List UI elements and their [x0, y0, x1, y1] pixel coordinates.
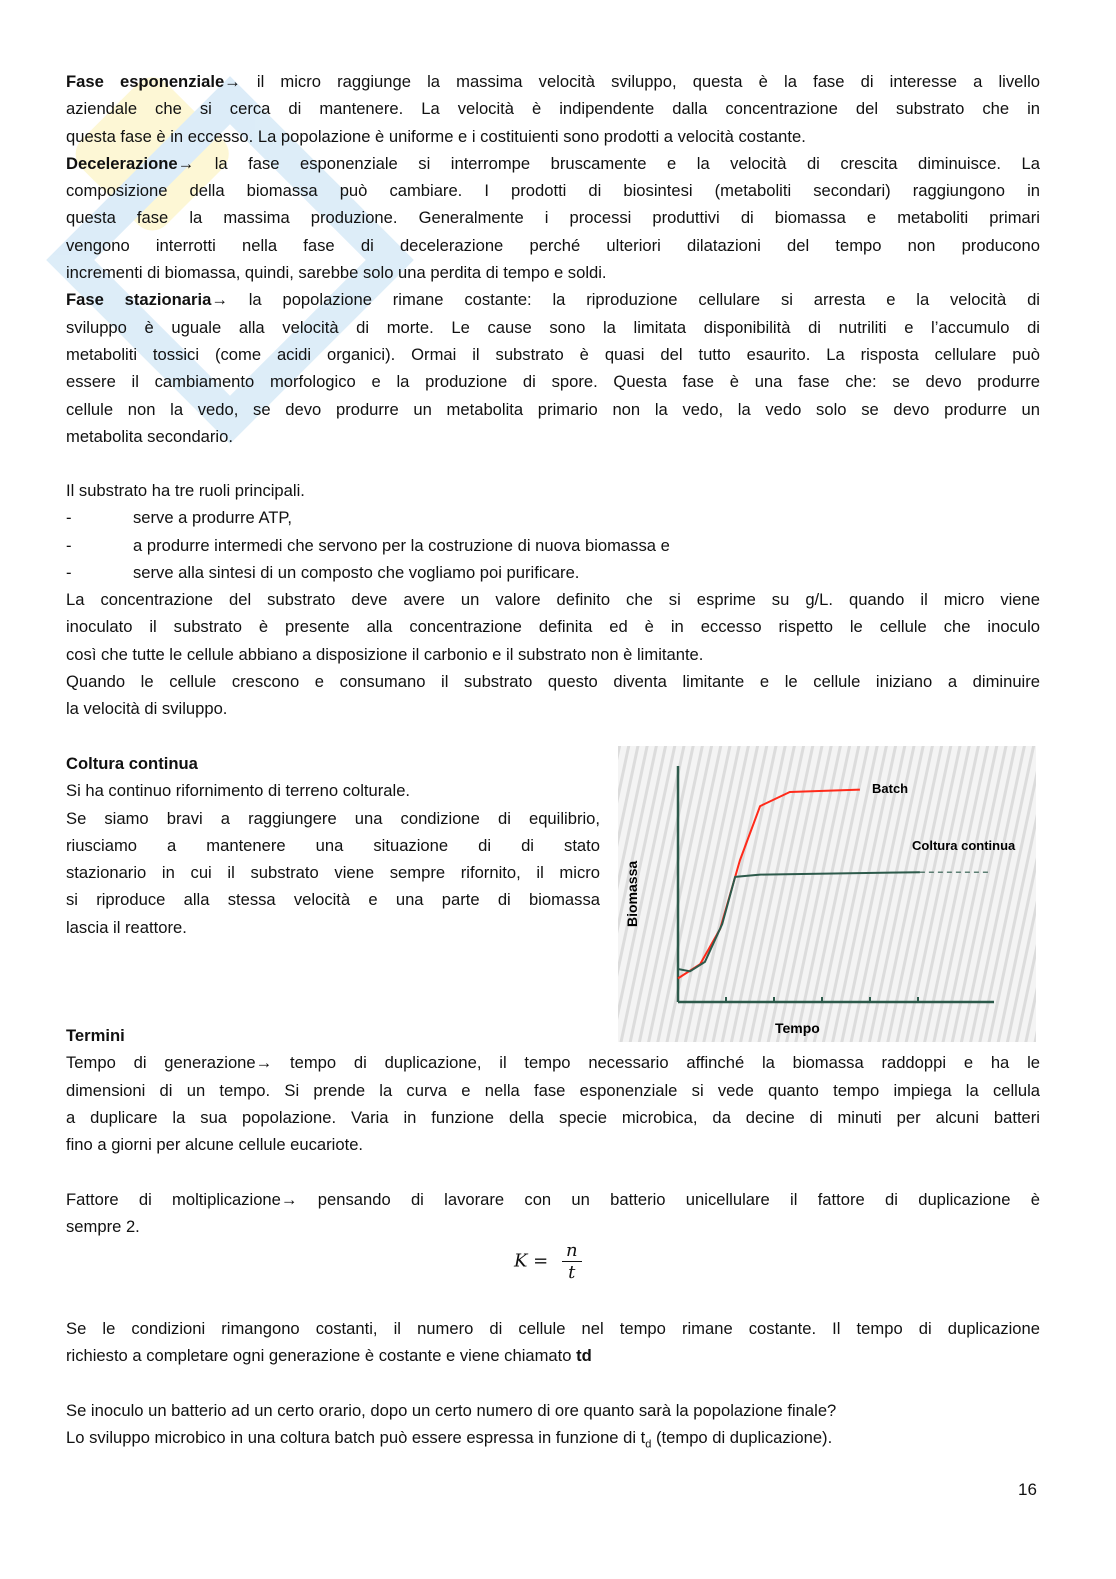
text: Lo sviluppo microbico in una coltura batch può essere espressa in funzione di t — [66, 1428, 646, 1448]
text-line — [66, 368, 1040, 395]
bold-lead: Decelerazione→ — [66, 153, 195, 173]
text-line — [66, 314, 1040, 341]
line-text: fino a giorni per alcune cellule eucariote. — [66, 1135, 364, 1155]
line-text: stazionario in cui il substrato viene sempre rifornito, il micro — [66, 863, 600, 883]
x-axis-label: Tempo — [775, 1020, 820, 1036]
substrate-section — [66, 477, 1040, 723]
text-line — [66, 95, 1040, 122]
text-line — [66, 204, 1040, 231]
text-line — [66, 177, 1040, 204]
text-line — [66, 859, 600, 886]
bold-term: td — [576, 1346, 592, 1366]
text-line — [66, 1342, 1040, 1369]
bullet-dash: - — [66, 508, 72, 528]
text-line — [66, 1186, 1040, 1213]
line-text: questa fase è in eccesso. La popolazione è uniforme e i costituienti sono prodotti a velocità costante. — [66, 126, 806, 146]
line-text: Quando le cellule crescono e consumano il substrato questo diventa limitante e le cellule iniziano a diminuire — [66, 672, 1040, 692]
line-text: la popolazione rimane costante: la riproduzione cellulare si arresta e la velocità di — [227, 290, 1040, 310]
text-line — [66, 232, 1040, 259]
line-text: Se siamo bravi a raggiungere una condizione di equilibrio, — [66, 808, 600, 828]
text-line — [66, 1104, 1040, 1131]
text-line — [66, 1077, 1040, 1104]
line-text: La concentrazione del substrato deve avere un valore definito che si esprime su g/L. quando il micro viene — [66, 590, 1040, 610]
text-line — [66, 423, 1040, 450]
text-line — [66, 777, 600, 804]
line-text: così che tutte le cellule abbiano a disposizione il carbonio e il substrato non è limitante. — [66, 644, 704, 664]
legend-label-batch: Batch — [872, 781, 909, 796]
list-item — [66, 504, 1040, 531]
line-text: inoculato il substrato è presente alla concentrazione definita ed è in eccesso rispetto le cellule che inoculo — [66, 617, 1040, 637]
bold-lead: Fase stazionaria→ — [66, 290, 228, 310]
formula-denominator: t — [568, 1262, 576, 1283]
text-line — [66, 123, 1040, 150]
line-text: Se le condizioni rimangono costanti, il numero di cellule nel tempo rimane costante. Il tempo di duplicazione — [66, 1319, 1040, 1338]
line-text: questa fase la massima produzione. Generalmente i processi produttivi di biomassa e metaboliti primari — [66, 208, 1040, 228]
line-text: Fattore di moltiplicazione→ pensando di lavorare con un batterio unicellulare il fattore di duplicazione è — [66, 1189, 1040, 1209]
line-text: metaboliti tossici (come acidi organici). Ormai il substrato è quasi del tutto esaurito. La risposta cellulare può — [66, 344, 1040, 364]
list-item — [66, 532, 1040, 559]
line-text: dimensioni di un tempo. Si prende la curva e nella fase esponenziale si vede quanto tempo impiega la cellula — [66, 1080, 1040, 1100]
text-line — [66, 1131, 1040, 1158]
line-text: richiesto a completare ogni generazione è costante e viene chiamato — [66, 1346, 577, 1366]
formula-k — [514, 1240, 582, 1283]
line-text: essere il cambiamento morfologico e la produzione di spore. Questa fase è una fase che: se devo produrre — [66, 372, 1040, 392]
formula-numerator: n — [562, 1240, 582, 1262]
text-line — [66, 396, 1040, 423]
line-text: composizione della biomassa può cambiare. I prodotti di biosintesi (metaboliti secondari) raggiungono in — [66, 181, 1040, 201]
bullet-dash: - — [66, 562, 72, 582]
legend-label-coltura-continua: Coltura continua — [912, 838, 1016, 853]
line-text: a duplicare la sua popolazione. Varia in funzione della specie microbica, da decine di minuti per alcuni batteri — [66, 1107, 1040, 1127]
substrate-intro: Il substrato ha tre ruoli principali. — [66, 481, 305, 500]
text-line — [66, 805, 600, 832]
line-text: il micro raggiunge la massima velocità sviluppo, questa è la fase di interesse a livello — [240, 72, 1040, 91]
text-line — [66, 886, 600, 913]
list-item-text: a produrre intermedi che servono per la costruzione di nuova biomassa e — [133, 535, 670, 555]
text-line — [66, 668, 1040, 695]
section-heading: Coltura continua — [66, 754, 198, 773]
line-text: aziendale che si cerca di mantenere. La velocità è indipendente dalla concentrazione del substrato che in — [66, 99, 1040, 119]
text-line — [66, 259, 1040, 286]
text-line — [66, 1213, 1040, 1240]
line-text: la velocità di sviluppo. — [66, 699, 228, 719]
growth-curve-chart — [618, 746, 1036, 1042]
text-line — [66, 914, 600, 941]
text-line — [66, 341, 1040, 368]
line-text: incrementi di biomassa, quindi, sarebbe solo una perdita di tempo e soldi. — [66, 263, 607, 283]
text-line — [66, 68, 1040, 95]
line-text: metabolita secondario. — [66, 426, 233, 446]
batch-line — [66, 1424, 1040, 1451]
text: (tempo di duplicazione). — [651, 1428, 833, 1448]
text-line — [66, 1049, 1040, 1076]
bold-lead: Fase esponenziale→ — [66, 72, 241, 91]
line-text: vengono interrotti nella fase di decelerazione perché ulteriori dilatazioni del tempo non producono — [66, 235, 1040, 255]
bullet-dash: - — [66, 535, 72, 555]
line-text: la fase esponenziale si interrompe bruscamente e la velocità di crescita diminuisce. La — [194, 153, 1040, 173]
line-text: Tempo di generazione→ tempo di duplicazione, il tempo necessario affinché la biomassa raddoppi e ha le — [66, 1053, 1040, 1073]
line-text: sempre 2. — [66, 1217, 140, 1237]
question-line: Se inoculo un batterio ad un certo orario, dopo un certo numero di ore quanto sarà la popolazione finale? — [66, 1400, 837, 1420]
line-text: riusciamo a mantenere una situazione di di stato — [66, 835, 600, 855]
section-heading: Termini — [66, 1026, 125, 1045]
coltura-continua-section — [66, 750, 600, 941]
conclusion-section — [66, 1315, 1040, 1451]
text-line — [66, 695, 1040, 722]
text-line — [66, 586, 1040, 613]
y-axis-label: Biomassa — [624, 860, 640, 927]
growth-phases-text — [66, 68, 1040, 450]
line-text: sviluppo è uguale alla velocità di morte. Le cause sono la limitata disponibilità di nutriliti e l’accumulo di — [66, 317, 1040, 337]
page-number: 16 — [1018, 1480, 1037, 1499]
line-text: lascia il reattore. — [66, 917, 187, 937]
text-line — [66, 832, 600, 859]
text-line — [66, 613, 1040, 640]
text-line — [66, 1315, 1040, 1342]
line-text: si riproduce alla stessa velocità e una parte di biomassa — [66, 890, 600, 910]
formula-lhs: K = — [514, 1250, 549, 1272]
line-text: Si ha continuo rifornimento di terreno colturale. — [66, 781, 411, 801]
subscript: d — [645, 1438, 652, 1451]
text-line — [66, 150, 1040, 177]
text-line — [66, 286, 1040, 313]
line-text: cellule non la vedo, se devo produrre un metabolita primario non la vedo, la vedo solo se devo produrre un — [66, 399, 1040, 419]
text-line — [66, 641, 1040, 668]
termini-section — [66, 1022, 1040, 1240]
list-item-text: serve a produrre ATP, — [133, 508, 292, 528]
list-item-text: serve alla sintesi di un composto che vogliamo poi purificare. — [133, 562, 580, 582]
list-item — [66, 559, 1040, 586]
